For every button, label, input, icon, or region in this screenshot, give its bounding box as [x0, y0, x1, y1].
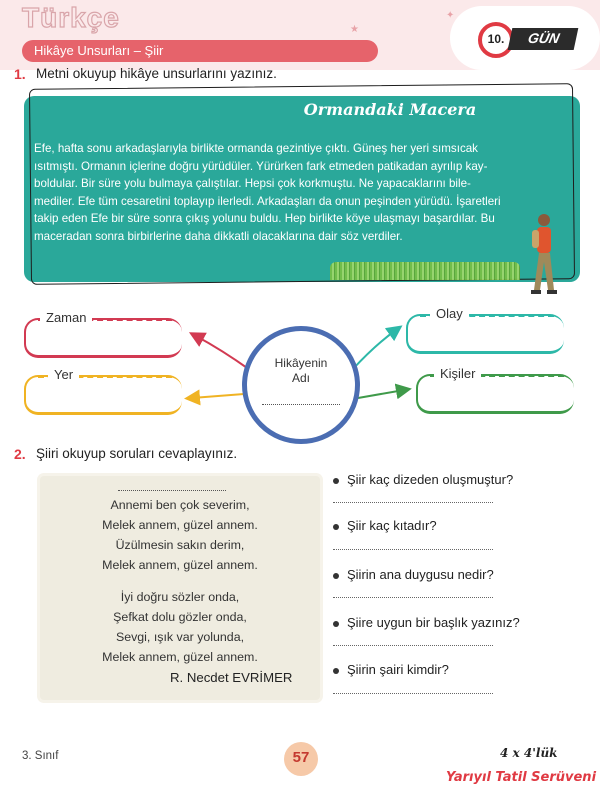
yer-label: Yer — [48, 367, 79, 382]
center-label-line: Adı — [291, 371, 310, 385]
yer-box[interactable] — [24, 367, 182, 415]
kisiler-box[interactable] — [416, 366, 574, 414]
poem-line: Melek annem, güzel annem. — [102, 558, 258, 572]
question-2-number: 2. — [14, 446, 26, 462]
poem-line: İyi doğru sözler onda, — [120, 590, 240, 604]
brand-series: 4 x 4'lük — [500, 746, 558, 760]
bullet-icon — [333, 621, 339, 627]
answer-line[interactable] — [333, 502, 493, 503]
question-item — [333, 472, 513, 487]
story-line: ısıtmıştı. Ormanın içlerine doğru yürüdüler. Yürürken fark etmeden patikadan ayrılıp kay- — [34, 159, 488, 173]
page-number: 57 — [284, 742, 318, 776]
zaman-label: Zaman — [40, 310, 92, 325]
answer-line[interactable] — [333, 645, 493, 646]
question-1-number: 1. — [14, 66, 26, 82]
grass-illustration — [330, 262, 520, 280]
story-name-label — [242, 356, 360, 386]
poem-title-line — [118, 490, 226, 491]
day-badge — [470, 18, 588, 58]
center-label-line: Hikâyenin — [274, 356, 328, 370]
question-item — [333, 662, 449, 677]
poem-line: Annemi ben çok severim, — [110, 498, 250, 512]
bullet-icon — [333, 478, 339, 484]
poem-author: R. Necdet EVRİMER — [170, 670, 293, 685]
brand-title: Yarıyıl Tatil Serüveni — [446, 770, 597, 785]
question-item — [333, 567, 494, 582]
bullet-icon — [333, 668, 339, 674]
question-item — [333, 518, 437, 533]
day-label: GÜN — [508, 28, 579, 50]
question-text: Şiirin şairi kimdir? — [347, 662, 449, 677]
story-line: boldular. Bir süre yolu bulmaya çalıştılar. Hepsi çok korkmuştu. Ne yapacaklarını bile- — [34, 177, 471, 191]
question-2-prompt: Şiiri okuyup soruları cevaplayınız. — [36, 446, 238, 461]
story-name-answer-line[interactable] — [262, 404, 340, 405]
olay-label: Olay — [430, 306, 469, 321]
zaman-box[interactable] — [24, 310, 182, 358]
bullet-icon — [333, 573, 339, 579]
question-1-prompt: Metni okuyup hikâye unsurlarını yazınız. — [36, 66, 277, 81]
question-text: Şiire uygun bir başlık yazınız? — [347, 615, 520, 630]
kisiler-label: Kişiler — [434, 366, 481, 381]
story-line: mediler. Efe tüm cesaretini toplayıp ilerledi. Arkadaşları da onun peşinden yürüdü. İşaretleri — [34, 194, 501, 208]
question-item — [333, 615, 520, 630]
star-icon: ✦ — [446, 10, 455, 21]
poem-line: Sevgi, ışık var yolunda, — [115, 630, 245, 644]
footer-grade: 3. Sınıf — [22, 750, 59, 762]
poem-line: Üzülmesin sakın derim, — [115, 538, 245, 552]
question-text: Şiir kaç dizeden oluşmuştur? — [347, 472, 514, 487]
question-text: Şiirin ana duygusu nedir? — [347, 567, 494, 582]
topic-banner: Hikâye Unsurları – Şiir — [22, 40, 378, 62]
poem-line: Melek annem, güzel annem. — [102, 650, 258, 664]
story-line: takip eden Efe bir süre sonra çıkış yolunu buldu. Hep birlikte köye ulaşmayı başardılar. Bu — [34, 212, 495, 226]
star-icon: ★ — [350, 24, 359, 35]
bullet-icon — [333, 524, 339, 530]
story-line: maceradan sonra birbirlerine daha dikkatli olacaklarına dair söz verdiler. — [34, 229, 403, 243]
story-text — [34, 140, 564, 246]
answer-line[interactable] — [333, 549, 493, 550]
answer-line[interactable] — [333, 597, 493, 598]
poem-line: Melek annem, güzel annem. — [102, 518, 258, 532]
day-number: 10. — [487, 32, 505, 46]
story-line: Efe, hafta sonu arkadaşlarıyla birlikte ormanda gezintiye çıktı. Güneş her yeri sımsıcak — [34, 142, 478, 155]
subject-title: Türkçe — [22, 2, 120, 33]
question-text: Şiir kaç kıtadır? — [347, 518, 437, 533]
olay-box[interactable] — [406, 306, 564, 354]
answer-line[interactable] — [333, 693, 493, 694]
poem-line: Şefkat dolu gözler onda, — [113, 610, 247, 624]
hiker-illustration — [520, 212, 560, 298]
story-title: Ormandaki Macera — [303, 100, 477, 119]
